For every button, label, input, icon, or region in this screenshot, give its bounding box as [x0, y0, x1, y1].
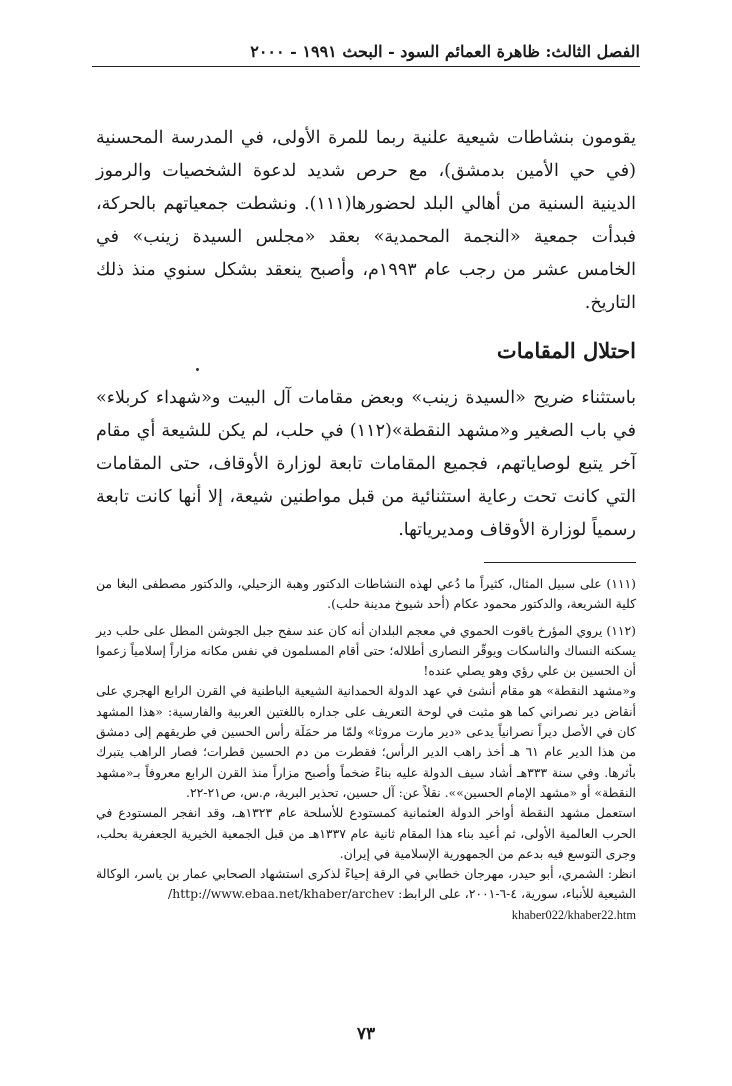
- section-heading: احتلال المقامات: [496, 338, 636, 363]
- footnote-112-part-3: استعمل مشهد النقطة أواخر الدولة العثمانية كمستودع للأسلحة عام ١٣٢٣هـ، وقد انفجر المستودع في الحرب العالمية الأولى، ثم أعيد بناء هذا المقام ثانية عام ١٣٣٧هـ من قبل الجمعية الخيرية الجعفرية بحلب، وجرى التوسع فيه بدعم من الجمهورية الإسلامية في إيران.: [96, 805, 637, 861]
- page-number: ٧٣: [356, 1024, 376, 1044]
- running-header: الفصل الثالث: ظاهرة العمائم السود - البحث ١٩٩١ - ٢٠٠٠: [250, 42, 640, 61]
- footnote-112-part-4: انظر: الشمري، أبو حيدر، مهرجان خطابي في الرقة إحياءً لذكرى استشهاد الصحابي عمار بن ياسر، الوكالة الشيعية للأنباء، سورية، ٤-٦-٢٠٠١، على الرابط: http://www.ebaa.net/khaber/archev/: [96, 866, 636, 902]
- header-rule: [92, 66, 640, 67]
- footnote-rule: [484, 562, 636, 563]
- body-paragraph-1: يقومون بنشاطات شيعية علنية ربما للمرة الأولى، في المدرسة المحسنية (في حي الأمين بدمشق)، مع حرص شديد لدعوة الشخصيات والرموز الدينية السنية من أهالي البلد لحضورها(١١١). ونشطت جمعياتهم بالحركة، فبدأت جمعية «النجمة المحمدية» بعقد «مجلس السيدة زينب» في الخامس عشر من رجب عام ١٩٩٣م، وأصبح ينعقد بشكل سنوي منذ ذلك التاريخ.: [96, 128, 637, 313]
- footnote-112-part-2: و«مشهد النقطة» هو مقام أنشئ في عهد الدولة الحمدانية الشيعية الباطنية في القرن الرابع الهجري على أنقاض دير نصراني كما هو مثبت في لوحة التعريف على جداره باللغتين العربية والفارسية: «هذا المشهد كان في الأصل ديراً نصرانياً يدعى «دير مارت مروثا» ولمّا مر حمَلَة رأس الحسين في طريقهم إلى دمشق من هذا الدير عام ٦١ هـ أخذ راهب الدير الرأس؛ فقطرت من دم الحسين قطرات؛ فصار الراهب يتبرك بأثرها. وفي سنة ٣٣٣هـ أشاد سيف الدولة عليه بناءً ضخماً وأصبح مزاراً منذ القرن الرابع معروفاً بـ«مشهد النقطة» أو «مشهد الإمام الحسين»». نقلاً عن: آل حسين، تحذير البرية، م.س، ص٢١-٢٢.: [96, 683, 637, 800]
- body-paragraph-2: باستثناء ضريح «السيدة زينب» وبعض مقامات آل البيت و«شهداء كربلاء» في باب الصغير و«مشهد النقطة»(١١٢) في حلب، لم يكن للشيعة أي مقام آخر يتبع لوصاياتهم، فجميع المقامات تابعة لوزارة الأوقاف، حتى المقامات التي كانت تحت رعاية استثنائية من قبل مواطنين شيعة، إلا أنها كانت تابعة رسمياً لوزارة الأوقاف ومديرياتها.: [96, 388, 637, 540]
- footnote-111: (١١١) على سبيل المثال، كثيراً ما دُعي لهذه النشاطات الدكتور وهبة الزحيلي، والدكتور مصطفى البغا من كلية الشريعة، والدكتور محمود عكام (أحد شيوخ مدينة حلب).: [96, 576, 636, 612]
- footnote-url-tail: khaber022/khaber22.htm: [511, 907, 636, 922]
- footnote-112-part-1: (١١٢) يروي المؤرخ ياقوت الحموي في معجم البلدان أنه كان عند سفح جبل الجوشن المطل على حلب دير يسكنه النساك والناسكات ويوقّر النصارى أطلاله؛ حتى أقام المسلمون في نفس مكانه مزاراً إسلامياً زعموا أن الحسين بن علي رؤي وهو يصلي عنده!: [96, 622, 636, 679]
- footnotes: [96, 574, 636, 925]
- stray-dot: [196, 368, 199, 371]
